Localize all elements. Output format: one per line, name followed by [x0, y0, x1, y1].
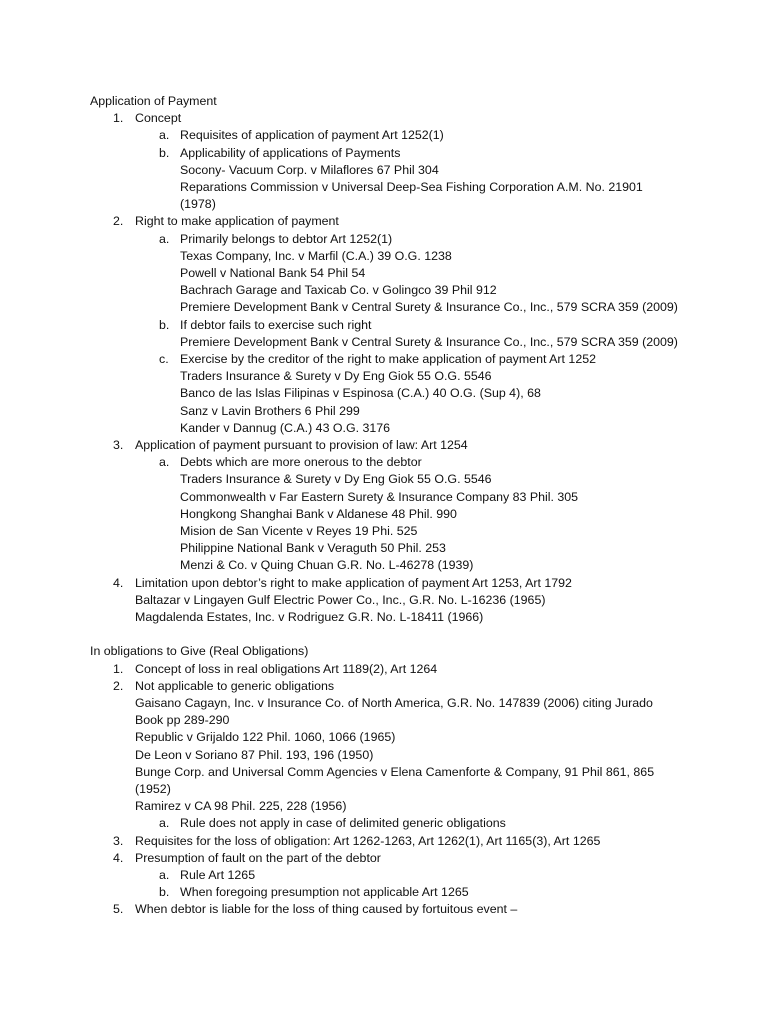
list-number: 1.: [113, 111, 124, 126]
case-citation: Bunge Corp. and Universal Comm Agencies v Elena Camenforte & Company, 91 Phil 861, 865: [135, 764, 655, 779]
case-citation: Baltazar v Lingayen Gulf Electric Power Co., Inc., G.R. No. L-16236 (1965): [135, 592, 546, 607]
sublist-item-text: Rule does not apply in case of delimited generic obligations: [180, 816, 506, 831]
sublist-item-text: Requisites of application of payment Art 1252(1): [180, 128, 444, 143]
list-item-text: Application of payment pursuant to provision of law: Art 1254: [135, 438, 468, 452]
sublist-letter: a.: [159, 128, 170, 143]
list-number: 5.: [113, 902, 124, 917]
list-item-text: Not applicable to generic obligations: [135, 678, 335, 693]
case-citation: Kander v Dannug (C.A.) 43 O.G. 3176: [180, 420, 391, 435]
list-item-text: Concept: [135, 111, 182, 126]
sublist-item-text: Primarily belongs to debtor Art 1252(1): [180, 231, 393, 246]
list-item-text: Right to make application of payment: [135, 214, 339, 229]
case-citation: Mision de San Vicente v Reyes 19 Phi. 525: [180, 524, 418, 538]
case-citation: Premiere Development Bank v Central Surety & Insurance Co., Inc., 579 SCRA 359 (2009): [180, 334, 678, 349]
case-citation: (1978): [180, 197, 216, 212]
list-number: 4.: [113, 850, 124, 865]
list-item-text: Limitation upon debtor’s right to make application of payment Art 1253, Art 1792: [135, 575, 572, 590]
sublist-item-text: When foregoing presumption not applicable Art 1265: [180, 885, 469, 900]
section-heading-application-of-payment: Application of Payment: [90, 94, 217, 108]
list-number: 4.: [113, 575, 124, 590]
list-item-text: Presumption of fault on the part of the debtor: [135, 850, 381, 865]
list-number: 2.: [113, 678, 124, 693]
case-citation: Powell v National Bank 54 Phil 54: [180, 266, 366, 280]
case-citation: Banco de las Islas Filipinas v Espinosa (C.A.) 40 O.G. (Sup 4), 68: [180, 386, 541, 401]
case-citation: Hongkong Shanghai Bank v Aldanese 48 Phil. 990: [180, 506, 457, 521]
sublist-letter: a.: [159, 868, 170, 882]
case-citation: Premiere Development Bank v Central Surety & Insurance Co., Inc., 579 SCRA 359 (2009): [180, 300, 678, 315]
sublist-letter: a.: [159, 455, 170, 470]
case-citation: Ramirez v CA 98 Phil. 225, 228 (1956): [135, 799, 347, 814]
list-number: 1.: [113, 661, 124, 676]
sublist-item-text: Exercise by the creditor of the right to make application of payment Art 1252: [180, 352, 596, 366]
case-citation: Republic v Grijaldo 122 Phil. 1060, 1066 (1965): [135, 730, 396, 745]
sublist-letter: a.: [159, 816, 170, 831]
sublist-item-text: If debtor fails to exercise such right: [180, 317, 372, 332]
list-item-text: When debtor is liable for the loss of thing caused by fortuitous event –: [135, 902, 518, 917]
case-citation: De Leon v Soriano 87 Phil. 193, 196 (1950): [135, 747, 374, 762]
sublist-letter: b.: [159, 145, 170, 160]
list-number: 3.: [113, 833, 124, 848]
case-citation: Texas Company, Inc. v Marfil (C.A.) 39 O.G. 1238: [180, 248, 452, 263]
list-item-text: Requisites for the loss of obligation: Art 1262-1263, Art 1262(1), Art 1165(3), Art 1265: [135, 833, 601, 848]
case-citation: Bachrach Garage and Taxicab Co. v Golingco 39 Phil 912: [180, 283, 497, 298]
sublist-item-text: Debts which are more onerous to the debtor: [180, 455, 422, 470]
case-citation: Commonwealth v Far Eastern Surety & Insurance Company 83 Phil. 305: [180, 489, 579, 504]
sublist-item-text: Rule Art 1265: [180, 868, 256, 882]
case-citation: (1952): [135, 782, 171, 796]
list-number: 2.: [113, 214, 124, 229]
sublist-letter: c.: [159, 352, 169, 366]
sublist-letter: a.: [159, 231, 170, 246]
case-citation: Traders Insurance & Surety v Dy Eng Giok 55 O.G. 5546: [180, 472, 492, 487]
case-citation: Philippine National Bank v Veraguth 50 Phil. 253: [180, 541, 446, 556]
case-citation: Gaisano Cagayn, Inc. v Insurance Co. of North America, G.R. No. 147839 (2006) citing Jurado: [135, 696, 653, 710]
case-citation: Menzi & Co. v Quing Chuan G.R. No. L-46278 (1939): [180, 558, 474, 573]
case-citation: Reparations Commission v Universal Deep-Sea Fishing Corporation A.M. No. 21901: [180, 180, 643, 194]
sublist-letter: b.: [159, 317, 170, 332]
case-citation: Book pp 289-290: [135, 713, 230, 728]
sublist-item-text: Applicability of applications of Payments: [180, 145, 401, 160]
section-heading-obligations-to-give: In obligations to Give (Real Obligations): [90, 644, 309, 659]
case-citation: Sanz v Lavin Brothers 6 Phil 299: [180, 403, 360, 418]
sublist-letter: b.: [159, 885, 170, 900]
case-citation: Magdalenda Estates, Inc. v Rodriguez G.R. No. L-18411 (1966): [135, 610, 484, 624]
case-citation: Traders Insurance & Surety v Dy Eng Giok 55 O.G. 5546: [180, 369, 492, 384]
case-citation: Socony- Vacuum Corp. v Milaflores 67 Phil 304: [180, 162, 439, 177]
list-item-text: Concept of loss in real obligations Art 1189(2), Art 1264: [135, 661, 438, 676]
list-number: 3.: [113, 438, 124, 452]
